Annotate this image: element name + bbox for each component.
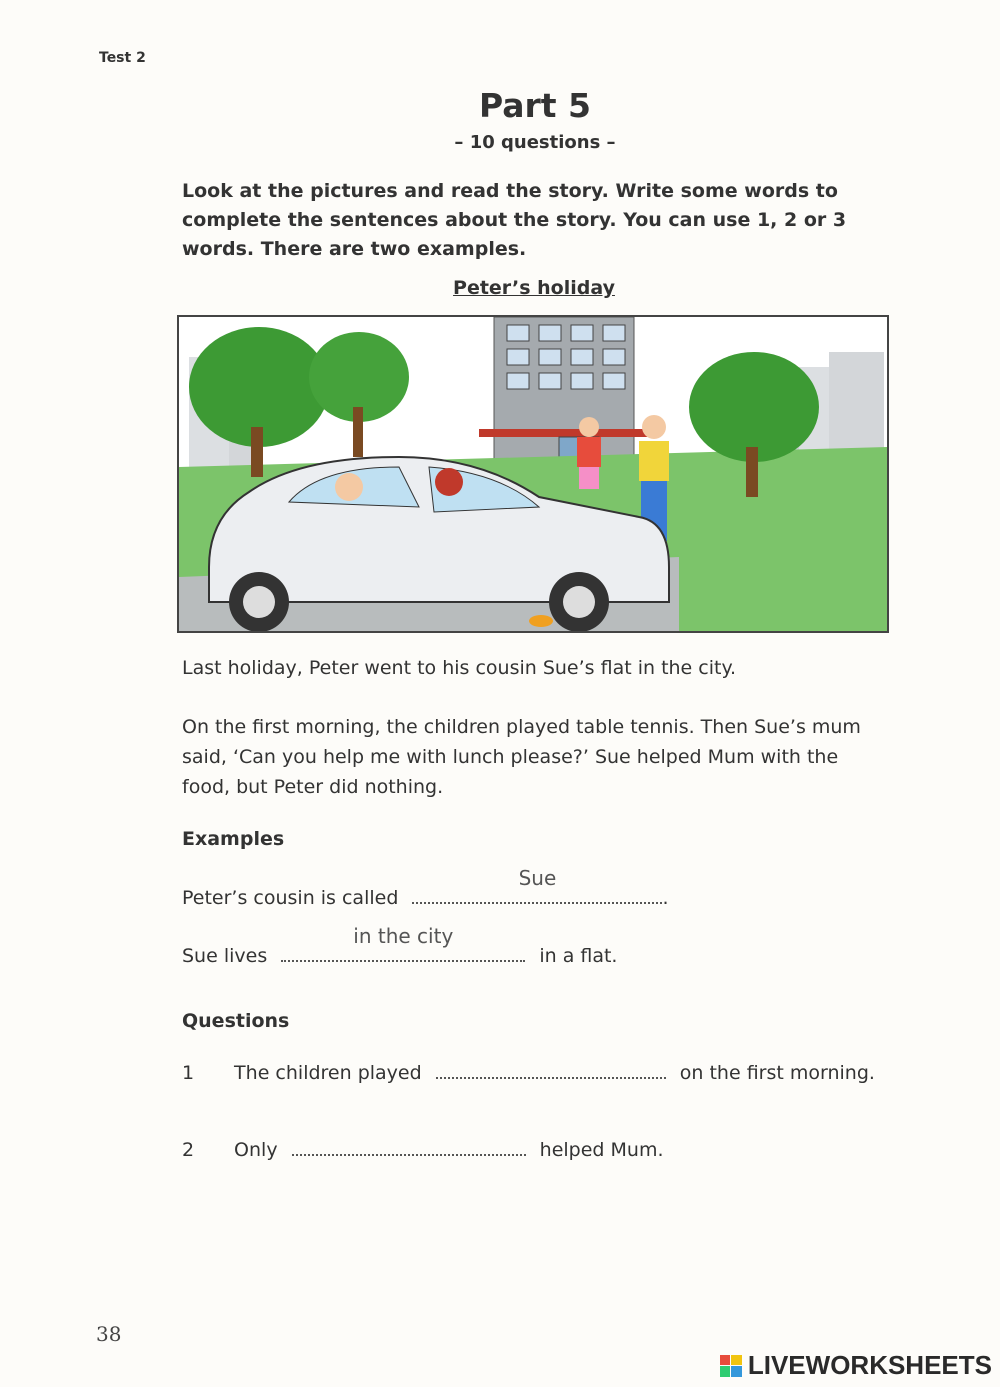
example-2-answer: in the city [353, 924, 454, 948]
story-paragraph-2: On the first morning, the children played table tennis. Then Sue’s mum said, ‘Can you help me with lunch please?’ Sue helped Mum with the food, but Peter did nothing. [182, 716, 861, 798]
example-1-after: . [662, 887, 669, 909]
liveworksheets-brand[interactable] [720, 1350, 992, 1381]
question-line-1 [182, 1059, 875, 1084]
questions-heading: Questions [182, 1010, 290, 1032]
story-illustration [177, 315, 889, 633]
liveworksheets-logo-icon [720, 1355, 742, 1377]
question-1-after: on the first morning. [679, 1062, 875, 1084]
instructions: Look at the pictures and read the story. Write some words to complete the sentences about the story. You can use 1, 2 or 3 words. There are two examples. [182, 180, 847, 260]
question-1-answer-input[interactable] [436, 1059, 666, 1079]
question-1-before: The children played [234, 1062, 422, 1084]
brand-name: LIVEWORKSHEETS [747, 1350, 992, 1380]
question-2-after: helped Mum. [539, 1139, 664, 1161]
story-title: Peter’s holiday [453, 277, 615, 299]
example-1-answer: Sue [518, 866, 557, 890]
example-1-before: Peter’s cousin is called [182, 887, 399, 909]
street-scene-illustration [179, 317, 887, 631]
question-line-2 [182, 1136, 664, 1161]
question-2-number: 2 [182, 1139, 195, 1161]
part-subtitle: – 10 questions – [454, 132, 616, 153]
example-line-2 [182, 924, 618, 967]
page-number: 38 [96, 1322, 122, 1346]
example-1-answer-field [412, 866, 662, 904]
question-2-before: Only [234, 1139, 278, 1161]
test-label: Test 2 [99, 50, 146, 66]
example-2-answer-field [281, 924, 525, 962]
example-line-1 [182, 866, 669, 909]
question-1-number: 1 [182, 1062, 195, 1084]
examples-heading: Examples [182, 828, 285, 850]
example-2-before: Sue lives [182, 945, 268, 967]
story-paragraph-1: Last holiday, Peter went to his cousin Sue’s flat in the city. [182, 657, 737, 679]
part-title: Part 5 [478, 86, 592, 125]
question-2-answer-input[interactable] [292, 1136, 526, 1156]
example-2-after: in a flat. [539, 945, 618, 967]
